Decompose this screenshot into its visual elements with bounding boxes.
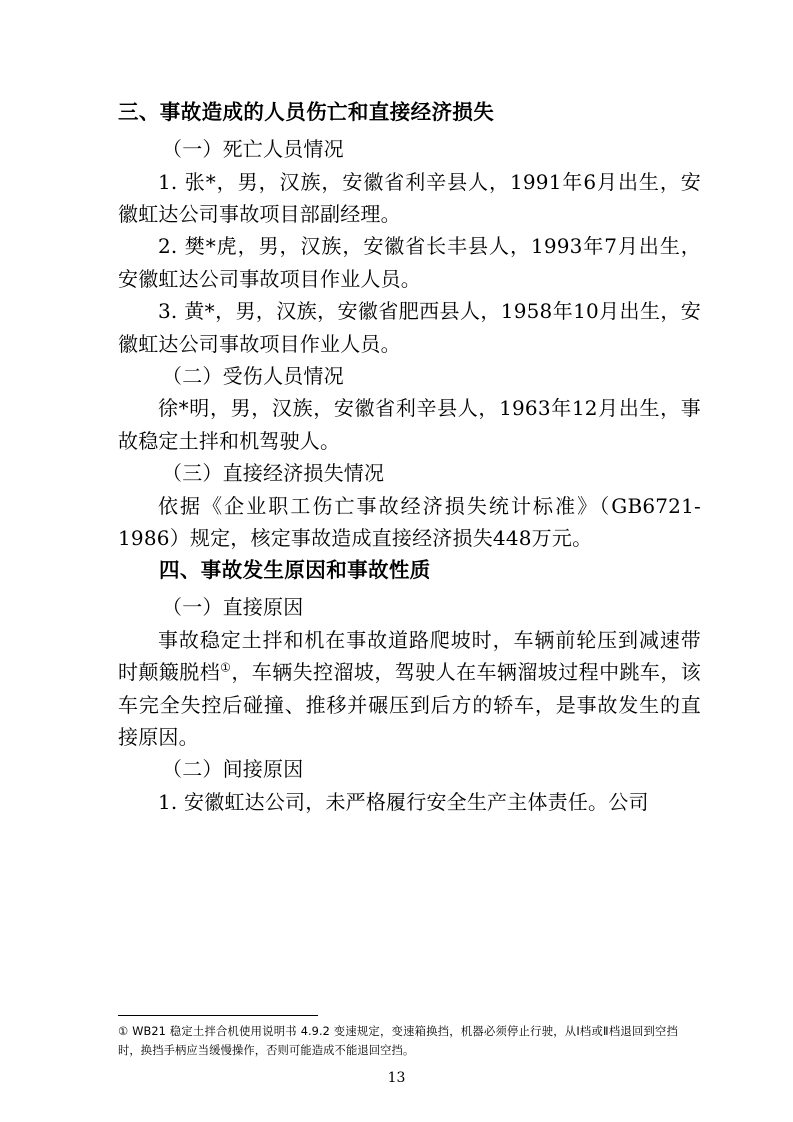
subheading-death-toll: （一）死亡人员情况 [162, 137, 344, 162]
footnote-area [118, 1015, 678, 1060]
paragraph-injured-person: 徐*明，男，汉族，安徽省利辛县人，1963年12月出生，事故稳定土拌和机驾驶人。 [118, 396, 701, 453]
paragraph-economic-loss: 依据《企业职工伤亡事故经济损失统计标准》（GB6721-1986）规定，核定事故造成直接经济损失448万元。 [118, 493, 701, 550]
section-heading-four: 四、事故发生原因和事故性质 [159, 558, 431, 583]
footnote-divider [118, 1015, 318, 1016]
section-heading-three: 三、事故造成的人员伤亡和直接经济损失 [118, 100, 495, 124]
paragraph-direct-cause [118, 624, 701, 754]
subheading-injured: （二）受伤人员情况 [162, 363, 344, 388]
subheading-indirect-cause: （二）间接原因 [162, 757, 304, 782]
paragraph-victim-3: 3. 黄*，男，汉族，安徽省肥西县人，1958年10月出生，安徽虹达公司事故项目作业人员。 [118, 299, 701, 356]
document-body [118, 96, 701, 818]
paragraph-indirect-cause-1: 1. 安徽虹达公司，未严格履行安全生产主体责任。公司 [158, 789, 649, 814]
footnote-marker: ① [118, 1025, 129, 1039]
footnote-marker-inline: ① [220, 660, 232, 675]
paragraph-victim-1: 1. 张*，男，汉族，安徽省利辛县人，1991年6月出生，安徽虹达公司事故项目部副经理。 [118, 169, 701, 226]
direct-cause-text-after: ，车辆失控溜坡，驾驶人在车辆溜坡过程中跳车，该车完全失控后碰撞、推移并碾压到后方的轿车，是事故发生的直接原因。 [118, 660, 701, 750]
paragraph-victim-2: 2. 樊*虎，男，汉族，安徽省长丰县人，1993年7月出生，安徽虹达公司事故项目作业人员。 [118, 234, 701, 291]
footnote-content: WB21 稳定土拌合机使用说明书 4.9.2 变速规定，变速箱换挡，机器必须停止行驶，从Ⅰ档或Ⅱ档退回到空挡时，换挡手柄应当缓慢操作，否则可能造成不能退回空挡。 [118, 1025, 679, 1057]
page-number: 13 [387, 1070, 406, 1086]
subheading-economic-loss: （三）直接经济损失情况 [162, 461, 385, 486]
direct-cause-text-before: 事故稳定土拌和机在事故道路爬坡时，车辆前轮压到减速带时颠簸脱档 [118, 627, 701, 685]
subheading-direct-cause: （一）直接原因 [162, 595, 304, 620]
footnote-text [118, 1023, 678, 1060]
